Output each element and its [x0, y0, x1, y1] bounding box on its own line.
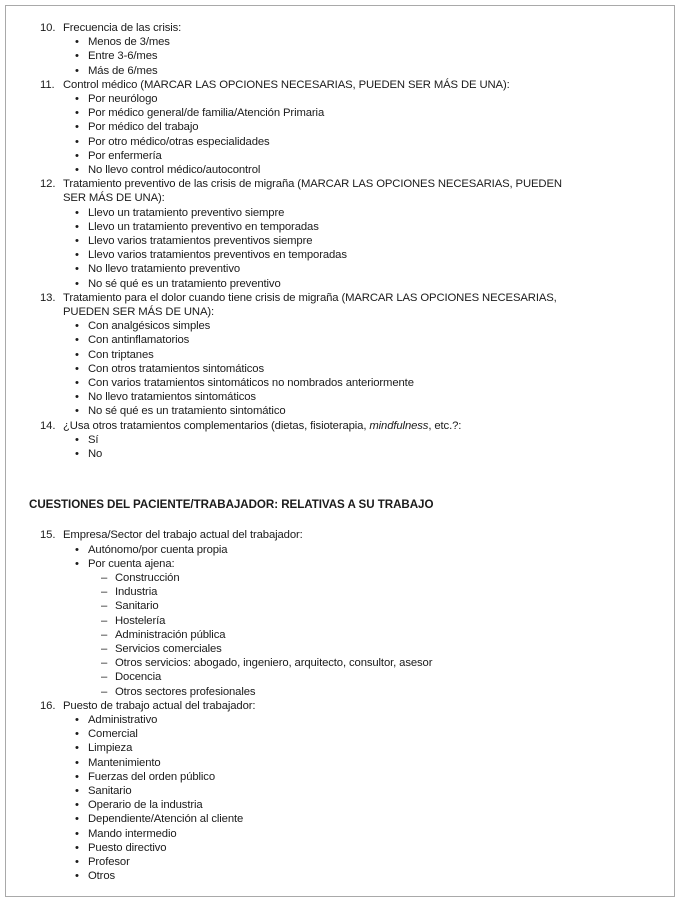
- option-label: Por cuenta ajena:: [88, 557, 175, 570]
- dash-icon: –: [101, 571, 108, 584]
- bullet-icon: •: [75, 277, 79, 290]
- option-body: [88, 798, 641, 812]
- bullet-icon: •: [75, 93, 79, 106]
- option-label: Profesor: [88, 855, 130, 868]
- question-item: [40, 419, 641, 462]
- option-item: [75, 798, 641, 812]
- option-list: [75, 319, 641, 418]
- question-row: [40, 177, 641, 205]
- bullet-icon: •: [75, 799, 79, 812]
- option-item: [75, 277, 641, 291]
- bullet-icon: •: [75, 784, 79, 797]
- option-item: [75, 149, 641, 163]
- question-row: [40, 419, 641, 433]
- option-body: [88, 727, 641, 741]
- option-label: Sanitario: [88, 784, 132, 797]
- option-list: [75, 713, 641, 883]
- option-item: [75, 64, 641, 78]
- option-body: [88, 333, 641, 347]
- option-body: [88, 220, 641, 234]
- option-item: [75, 234, 641, 248]
- dash-icon: –: [101, 586, 108, 599]
- sub-option-label: Otros servicios: abogado, ingeniero, arquitecto, consultor, asesor: [115, 657, 433, 670]
- bullet-icon: •: [75, 391, 79, 404]
- dash-icon: –: [101, 642, 108, 655]
- option-item: [75, 248, 641, 262]
- question-label-segment: PUEDEN SER MÁS DE UNA):: [63, 306, 215, 319]
- question-number: 14.: [40, 419, 56, 432]
- option-item: [75, 163, 641, 177]
- option-body: [88, 557, 641, 699]
- option-item: [75, 319, 641, 333]
- option-body: [88, 135, 641, 149]
- bullet-icon: •: [75, 756, 79, 769]
- question-label-segment: Tratamiento para el dolor cuando tiene crisis de migraña (MARCAR LAS OPCIONES NECESARIAS,: [63, 291, 557, 304]
- option-label: Con analgésicos simples: [88, 320, 211, 333]
- sub-option-label: Sanitario: [115, 600, 159, 613]
- option-body: [88, 376, 641, 390]
- bullet-icon: •: [75, 149, 79, 162]
- option-label: Fuerzas del orden público: [88, 770, 215, 783]
- option-label: Limpieza: [88, 742, 133, 755]
- sub-option-label: Otros sectores profesionales: [115, 685, 256, 698]
- option-body: [88, 248, 641, 262]
- question-label-segment: Tratamiento preventivo de las crisis de migraña (MARCAR LAS OPCIONES NECESARIAS, PUEDEN: [63, 178, 562, 191]
- question-item: [40, 528, 641, 698]
- sub-option-label: Servicios comerciales: [115, 642, 222, 655]
- option-label: Mando intermedio: [88, 827, 177, 840]
- option-body: [88, 149, 641, 163]
- option-body: [88, 404, 641, 418]
- option-label: Llevo un tratamiento preventivo siempre: [88, 206, 285, 219]
- question-label: Puesto de trabajo actual del trabajador:: [63, 699, 256, 712]
- option-label: Por enfermería: [88, 149, 162, 162]
- option-item: [75, 841, 641, 855]
- bullet-icon: •: [75, 64, 79, 77]
- bullet-icon: •: [75, 107, 79, 120]
- option-item: [75, 784, 641, 798]
- question-number: 10.: [40, 22, 56, 34]
- option-item: [75, 333, 641, 347]
- bullet-icon: •: [75, 813, 79, 826]
- option-label: Más de 6/mes: [88, 64, 158, 77]
- option-label: No sé qué es un tratamiento sintomático: [88, 405, 286, 418]
- option-item: [75, 869, 641, 883]
- question-label-italic-segment: mindfulness: [369, 419, 429, 432]
- option-list: [75, 206, 641, 291]
- option-label: Otros: [88, 870, 116, 883]
- option-label: Llevo varios tratamientos preventivos en temporadas: [88, 249, 347, 262]
- questionnaire-list-patient: [29, 21, 641, 461]
- bullet-icon: •: [75, 235, 79, 248]
- option-item: [75, 376, 641, 390]
- option-label: Dependiente/Atención al cliente: [88, 813, 244, 826]
- option-item: [75, 727, 641, 741]
- option-label: Autónomo/por cuenta propia: [88, 543, 228, 556]
- page-content: [29, 21, 641, 883]
- bullet-icon: •: [75, 770, 79, 783]
- option-item: [75, 557, 641, 699]
- bullet-icon: •: [75, 870, 79, 883]
- option-body: [88, 713, 641, 727]
- option-label: Con varios tratamientos sintomáticos no nombrados anteriormente: [88, 377, 414, 390]
- question-label: [63, 419, 641, 433]
- option-item: [75, 855, 641, 869]
- bullet-icon: •: [75, 742, 79, 755]
- sub-option-label: Administración pública: [115, 628, 226, 641]
- option-item: [75, 135, 641, 149]
- option-list: [75, 543, 641, 699]
- option-item: [75, 390, 641, 404]
- sub-option-item: [101, 614, 641, 628]
- bullet-icon: •: [75, 841, 79, 854]
- option-item: [75, 756, 641, 770]
- bullet-icon: •: [75, 827, 79, 840]
- option-body: [88, 433, 641, 447]
- option-label: Llevo varios tratamientos preventivos siempre: [88, 235, 313, 248]
- bullet-icon: •: [75, 121, 79, 134]
- option-item: [75, 404, 641, 418]
- option-body: [88, 234, 641, 248]
- option-label: No: [88, 448, 103, 461]
- option-body: [88, 206, 641, 220]
- question-row: [40, 21, 641, 35]
- question-item: [40, 699, 641, 884]
- bullet-icon: •: [75, 164, 79, 177]
- bullet-icon: •: [75, 713, 79, 726]
- option-body: [88, 770, 641, 784]
- option-label: Por médico del trabajo: [88, 121, 199, 134]
- question-item: [40, 21, 641, 78]
- option-body: [88, 277, 641, 291]
- option-label: Con otros tratamientos sintomáticos: [88, 362, 264, 375]
- option-item: [75, 206, 641, 220]
- option-body: [88, 784, 641, 798]
- option-label: Operario de la industria: [88, 799, 203, 812]
- question-label-segment: SER MÁS DE UNA):: [63, 192, 165, 205]
- option-body: [88, 64, 641, 78]
- question-row: [40, 78, 641, 92]
- option-item: [75, 543, 641, 557]
- sub-option-item: [101, 685, 641, 699]
- bullet-icon: •: [75, 377, 79, 390]
- option-label: Menos de 3/mes: [88, 36, 170, 49]
- option-label: No llevo tratamientos sintomáticos: [88, 391, 256, 404]
- question-number: 11.: [40, 78, 55, 91]
- question-item: [40, 291, 641, 419]
- option-label: Llevo un tratamiento preventivo en temporadas: [88, 220, 319, 233]
- option-body: [88, 348, 641, 362]
- bullet-icon: •: [75, 405, 79, 418]
- dash-icon: –: [101, 628, 108, 641]
- option-label: Mantenimiento: [88, 756, 161, 769]
- option-label: No llevo tratamiento preventivo: [88, 263, 241, 276]
- bullet-icon: •: [75, 334, 79, 347]
- sub-option-item: [101, 656, 641, 670]
- sub-option-item: [101, 585, 641, 599]
- question-label: [63, 291, 641, 319]
- bullet-icon: •: [75, 206, 79, 219]
- bullet-icon: •: [75, 36, 79, 49]
- option-item: [75, 120, 641, 134]
- sub-option-label: Hostelería: [115, 614, 166, 627]
- option-label: Por neurólogo: [88, 93, 158, 106]
- option-body: [88, 812, 641, 826]
- option-item: [75, 35, 641, 49]
- question-number: 12.: [40, 178, 56, 191]
- option-label: Con triptanes: [88, 348, 154, 361]
- question-number: 16.: [40, 699, 56, 712]
- option-item: [75, 433, 641, 447]
- option-body: [88, 841, 641, 855]
- question-row: [40, 699, 641, 713]
- sub-option-item: [101, 628, 641, 642]
- bullet-icon: •: [75, 135, 79, 148]
- option-item: [75, 827, 641, 841]
- option-label: Con antinflamatorios: [88, 334, 190, 347]
- sub-option-item: [101, 670, 641, 684]
- bullet-icon: •: [75, 855, 79, 868]
- option-body: [88, 35, 641, 49]
- section-heading: CUESTIONES DEL PACIENTE/TRABAJADOR: RELATIVAS A SU TRABAJO: [29, 498, 434, 512]
- option-body: [88, 447, 641, 461]
- dash-icon: –: [101, 685, 108, 698]
- option-body: [88, 827, 641, 841]
- sub-option-list: [101, 571, 641, 699]
- option-item: [75, 220, 641, 234]
- bullet-icon: •: [75, 543, 79, 556]
- option-list: [75, 433, 641, 461]
- option-item: [75, 106, 641, 120]
- option-list: [75, 35, 641, 78]
- bullet-icon: •: [75, 50, 79, 63]
- sub-option-label: Docencia: [115, 671, 162, 684]
- question-label: [63, 177, 641, 205]
- option-item: [75, 362, 641, 376]
- option-body: [88, 319, 641, 333]
- question-label: Empresa/Sector del trabajo actual del trabajador:: [63, 529, 303, 542]
- bullet-icon: •: [75, 320, 79, 333]
- question-number: 13.: [40, 291, 56, 304]
- option-body: [88, 390, 641, 404]
- question-label: Frecuencia de las crisis:: [63, 22, 182, 34]
- dash-icon: –: [101, 657, 108, 670]
- option-list: [75, 92, 641, 177]
- option-item: [75, 770, 641, 784]
- option-item: [75, 713, 641, 727]
- option-body: [88, 362, 641, 376]
- option-body: [88, 543, 641, 557]
- bullet-icon: •: [75, 263, 79, 276]
- option-label: Sí: [88, 433, 99, 446]
- dash-icon: –: [101, 600, 108, 613]
- option-body: [88, 163, 641, 177]
- option-body: [88, 855, 641, 869]
- option-label: Por otro médico/otras especialidades: [88, 135, 270, 148]
- option-item: [75, 348, 641, 362]
- question-item: [40, 78, 641, 177]
- question-row: [40, 291, 641, 319]
- bullet-icon: •: [75, 448, 79, 461]
- option-item: [75, 447, 641, 461]
- question-number: 15.: [40, 529, 56, 542]
- bullet-icon: •: [75, 728, 79, 741]
- question-label: Control médico (MARCAR LAS OPCIONES NECESARIAS, PUEDEN SER MÁS DE UNA):: [63, 78, 510, 91]
- option-label: Comercial: [88, 728, 138, 741]
- option-body: [88, 49, 641, 63]
- option-body: [88, 741, 641, 755]
- option-label: Administrativo: [88, 713, 158, 726]
- sub-option-item: [101, 599, 641, 613]
- dash-icon: –: [101, 671, 108, 684]
- option-body: [88, 756, 641, 770]
- option-item: [75, 92, 641, 106]
- option-body: [88, 106, 641, 120]
- sub-option-label: Construcción: [115, 571, 180, 584]
- bullet-icon: •: [75, 362, 79, 375]
- option-label: Por médico general/de familia/Atención Primaria: [88, 107, 325, 120]
- option-label: No llevo control médico/autocontrol: [88, 164, 261, 177]
- option-item: [75, 262, 641, 276]
- option-label: Entre 3-6/mes: [88, 50, 158, 63]
- option-body: [88, 262, 641, 276]
- question-label-segment: ¿Usa otros tratamientos complementarios (dietas, fisioterapia,: [63, 419, 370, 432]
- option-body: [88, 92, 641, 106]
- bullet-icon: •: [75, 433, 79, 446]
- option-item: [75, 812, 641, 826]
- sub-option-item: [101, 642, 641, 656]
- sub-option-label: Industria: [115, 586, 158, 599]
- question-label-segment: , etc.?:: [428, 419, 462, 432]
- option-body: [88, 120, 641, 134]
- dash-icon: –: [101, 614, 108, 627]
- option-label: Puesto directivo: [88, 841, 167, 854]
- option-label: No sé qué es un tratamiento preventivo: [88, 277, 281, 290]
- question-item: [40, 177, 641, 291]
- bullet-icon: •: [75, 348, 79, 361]
- bullet-icon: •: [75, 249, 79, 262]
- sub-option-item: [101, 571, 641, 585]
- option-item: [75, 49, 641, 63]
- bullet-icon: •: [75, 220, 79, 233]
- option-body: [88, 869, 641, 883]
- bullet-icon: •: [75, 557, 79, 570]
- question-row: [40, 528, 641, 542]
- option-item: [75, 741, 641, 755]
- questionnaire-list-work: [29, 528, 641, 883]
